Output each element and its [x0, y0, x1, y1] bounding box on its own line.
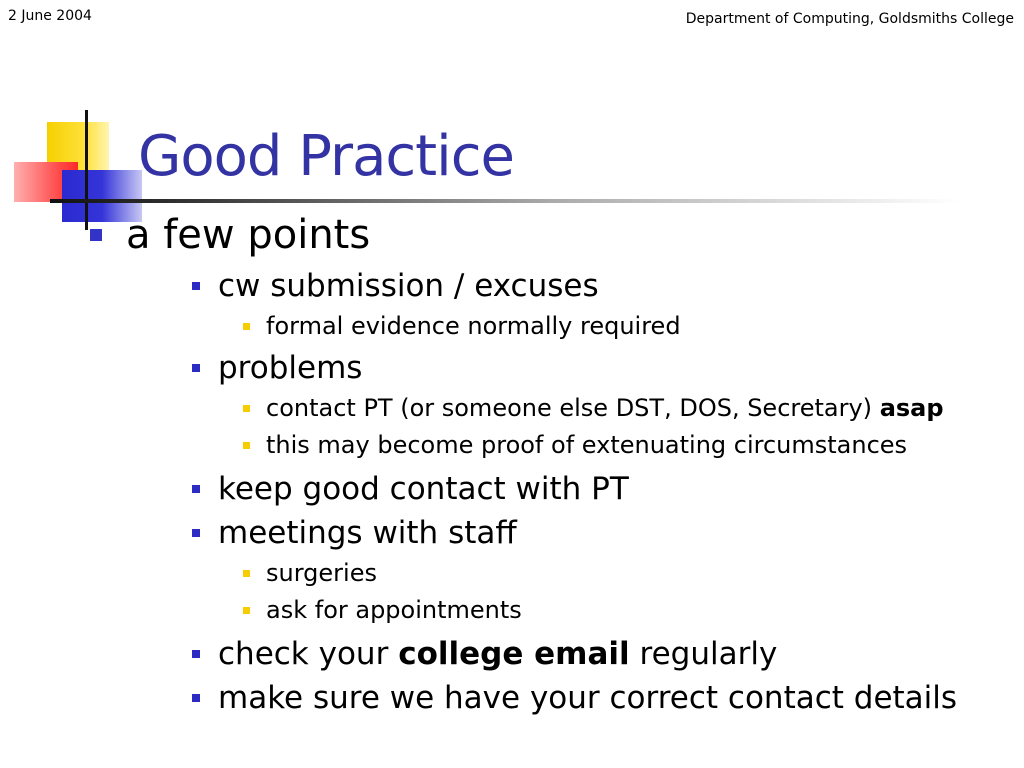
- slide-title: Good Practice: [138, 124, 514, 189]
- department-name: Department of Computing, Goldsmiths College: [685, 11, 1014, 27]
- bullet-keep-contact: [192, 470, 629, 508]
- square-bullet-icon: [243, 570, 250, 577]
- bullet-text: a few points: [126, 212, 371, 258]
- bullet-problems: [192, 349, 362, 387]
- bullet-contact-details: [192, 679, 957, 717]
- bullet-text: keep good contact with PT: [218, 471, 629, 507]
- bullet-text: formal evidence normally required: [266, 312, 681, 340]
- bullet-text: [266, 393, 944, 423]
- bullet-text: this may become proof of extenuating circumstances: [266, 431, 908, 459]
- bullet-appointments: [243, 595, 522, 625]
- square-bullet-icon: [243, 405, 250, 412]
- square-bullet-icon: [192, 694, 200, 702]
- contact-pt-text: contact PT (or someone else DST, DOS, Secretary): [266, 394, 873, 422]
- bullet-cw-submission: [192, 267, 599, 305]
- square-bullet-icon: [243, 607, 250, 614]
- square-bullet-icon: [192, 650, 200, 658]
- bullet-text: cw submission / excuses: [218, 268, 599, 304]
- email-pre: check your: [218, 636, 389, 672]
- bullet-text: ask for appointments: [266, 596, 522, 624]
- bullet-text: make sure we have your correct contact details: [218, 680, 958, 716]
- square-bullet-icon: [192, 364, 200, 372]
- square-bullet-icon: [243, 323, 250, 330]
- email-post: regularly: [639, 636, 778, 672]
- square-bullet-icon: [192, 529, 200, 537]
- bullet-meetings: [192, 514, 517, 552]
- square-bullet-icon: [90, 229, 102, 241]
- decorative-logo: [0, 0, 140, 240]
- square-bullet-icon: [192, 485, 200, 493]
- slide-date: 2 June 2004: [8, 8, 92, 24]
- bullet-proof: [243, 430, 907, 460]
- square-bullet-icon: [192, 282, 200, 290]
- bullet-college-email: [192, 635, 777, 673]
- bullet-formal-evidence: [243, 311, 681, 341]
- college-email-emphasis: college email: [398, 636, 630, 672]
- bullet-surgeries: [243, 558, 377, 588]
- bullet-text: [218, 635, 777, 673]
- logo-vertical-line: [85, 110, 88, 230]
- title-underline: [50, 199, 960, 203]
- bullet-contact-pt: [243, 393, 944, 423]
- bullet-text: surgeries: [266, 559, 377, 587]
- bullet-text: problems: [218, 350, 363, 386]
- bullet-text: meetings with staff: [218, 515, 517, 551]
- asap-emphasis: asap: [879, 394, 944, 422]
- square-bullet-icon: [243, 442, 250, 449]
- bullet-a-few-points: [90, 212, 370, 258]
